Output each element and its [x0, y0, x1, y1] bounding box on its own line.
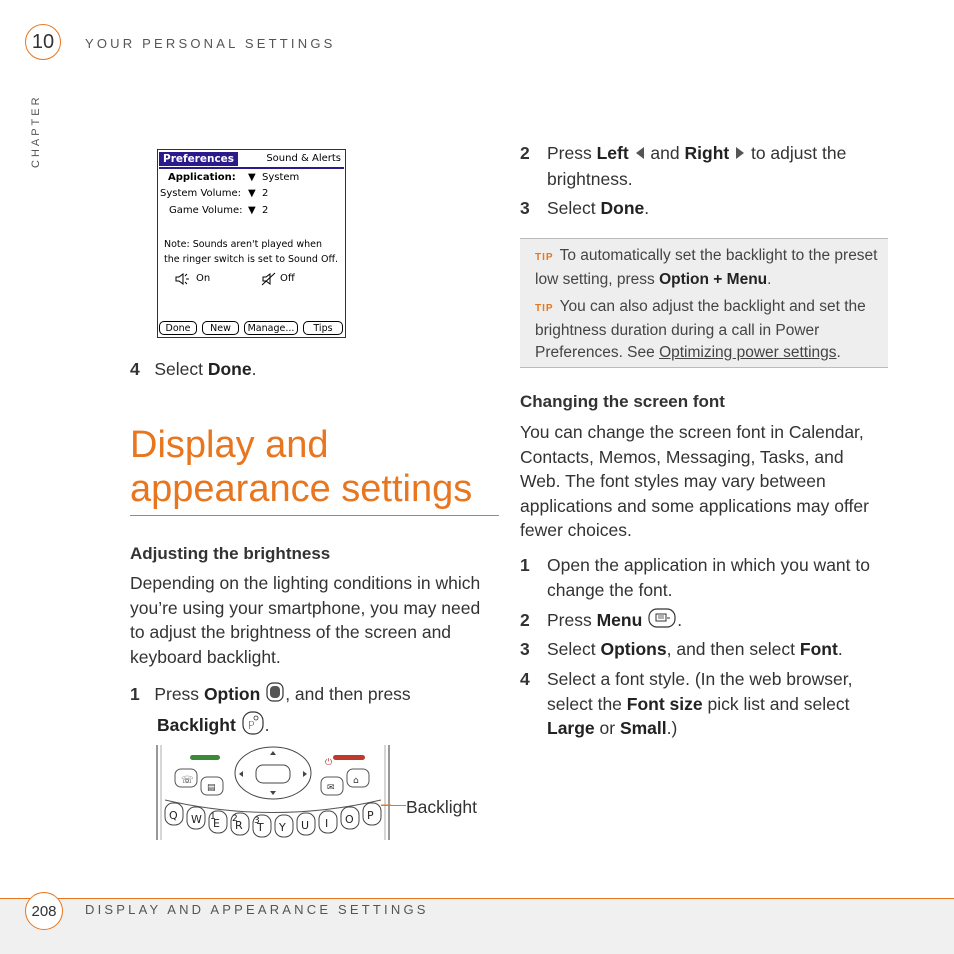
svg-text:3: 3: [254, 816, 260, 826]
svg-text:▤: ▤: [207, 783, 216, 793]
step-number: 2: [520, 609, 530, 630]
step-text: .: [837, 639, 843, 659]
step-text: Press: [547, 143, 597, 163]
svg-text:2: 2: [232, 814, 238, 824]
tip-text: .: [836, 344, 841, 361]
palm-title-rule: [159, 167, 344, 169]
step-2-left-right: [520, 141, 890, 191]
palm-manage-button[interactable]: Manage...: [244, 321, 298, 335]
svg-text:1: 1: [210, 812, 216, 822]
brightness-paragraph: Depending on the lighting conditions in which you’re using your smartphone, you may need to adjust the brightness of the screen and keyboard backlight.: [130, 573, 481, 667]
font-step-1: [520, 553, 890, 602]
subheading-brightness: Adjusting the brightness: [130, 544, 331, 563]
step-text: pick list and select: [702, 693, 850, 714]
step-text: Select: [547, 198, 601, 218]
svg-text:I: I: [325, 817, 329, 830]
step-number: 3: [520, 639, 530, 659]
tip-label: TIP: [535, 252, 554, 263]
step-number: 4: [520, 669, 530, 689]
svg-text:⏻: ⏻: [325, 758, 333, 768]
tip-label: TIP: [535, 303, 554, 314]
svg-text:T: T: [257, 821, 264, 834]
backlight-key-icon: [241, 710, 265, 743]
palm-system-volume-value: 2: [262, 188, 269, 199]
step-number: 2: [520, 143, 530, 163]
step-text: .: [264, 714, 270, 735]
step-text: .: [677, 609, 683, 630]
svg-text:E: E: [213, 817, 220, 830]
step-bold: Small: [619, 718, 667, 738]
step-text: Press: [547, 609, 597, 630]
svg-text:Y: Y: [279, 821, 286, 834]
tip-text: You can also adjust the backlight and set the brightness duration during a call in Power Preferences. See: [535, 298, 866, 361]
svg-text:W: W: [191, 813, 202, 826]
speaker-off-icon: [261, 272, 277, 289]
step-text: or: [594, 718, 620, 738]
preferences-screenshot: [157, 149, 346, 338]
tip-box: [520, 238, 888, 368]
step-number: 1: [130, 683, 140, 704]
svg-text:P: P: [367, 809, 374, 822]
step-text: Open the application in which you want to change the font.: [547, 555, 870, 600]
step-text: Select: [154, 359, 208, 379]
chapter-number: 10: [31, 30, 55, 53]
menu-key-icon: [647, 607, 677, 636]
running-head: YOUR PERSONAL SETTINGS: [85, 36, 336, 51]
footer-rule: [0, 898, 954, 899]
step-bold: Options: [600, 639, 667, 659]
palm-note-line2: the ringer switch is set to Sound Off.: [164, 254, 339, 265]
step-text: and: [645, 143, 685, 163]
tip-1: [535, 245, 880, 291]
font-paragraph: You can change the screen font in Calendar, Contacts, Memos, Messaging, Tasks, and Web. The font styles may vary between applications and some applications may offer fewer choices.: [520, 422, 869, 540]
running-foot: DISPLAY AND APPEARANCE SETTINGS: [85, 902, 429, 917]
palm-title: Preferences: [159, 152, 238, 166]
step-bold: Option: [203, 683, 261, 704]
page-number-badge: [25, 892, 63, 930]
step-bold: Backlight: [157, 714, 236, 735]
step-text: Select: [547, 639, 601, 659]
step-bold: Large: [547, 718, 595, 738]
step-number: 4: [130, 359, 140, 379]
step-text: .: [644, 198, 650, 218]
palm-game-volume-value: 2: [262, 205, 269, 216]
font-step-4: [520, 667, 890, 741]
step-text: .: [251, 359, 257, 379]
palm-game-volume-arrow-icon: ▼: [248, 205, 256, 216]
subheading-screen-font: Changing the screen font: [520, 392, 725, 411]
svg-text:Q: Q: [169, 809, 178, 822]
palm-system-volume-label: System Volume:: [160, 188, 242, 199]
heading-rule: [130, 515, 499, 516]
step-bold: Font size: [626, 693, 703, 714]
step-text: , and then press: [285, 683, 411, 704]
palm-category: Sound & Alerts: [266, 153, 341, 164]
section-heading: [130, 423, 500, 511]
palm-application-value: System: [262, 172, 300, 183]
chapter-number-badge: [25, 24, 61, 60]
step-text: Press: [154, 683, 204, 704]
left-arrow-icon: [634, 142, 646, 167]
step-text: , and then select: [666, 639, 800, 659]
svg-text:R: R: [235, 819, 243, 832]
palm-note-line1: Note: Sounds aren't played when: [164, 239, 322, 250]
svg-text:U: U: [301, 819, 310, 832]
step-bold: Font: [799, 639, 838, 659]
step-3-done: [520, 196, 649, 221]
step-1-option: [130, 681, 470, 742]
palm-on-label: On: [196, 273, 211, 284]
step-bold: Done: [600, 198, 645, 218]
step-number: 1: [520, 555, 530, 575]
palm-application-label: Application:: [168, 172, 236, 183]
svg-text:✉: ✉: [327, 783, 335, 793]
step-4-done: [130, 357, 256, 382]
heading-line2: appearance settings: [130, 468, 473, 510]
font-step-2: [520, 607, 682, 636]
step-bold: Menu: [596, 609, 643, 630]
tip-text: .: [767, 271, 772, 288]
tip-2: [535, 296, 880, 364]
tip-text: To automatically set the backlight to the preset low setting, press: [535, 247, 878, 288]
palm-tips-button[interactable]: Tips: [303, 321, 343, 335]
step-text: to adjust the brightness.: [547, 143, 847, 189]
svg-text:O: O: [345, 813, 354, 826]
svg-text:⌂: ⌂: [353, 776, 359, 786]
heading-line1: Display and: [130, 424, 329, 466]
step-text: .): [666, 718, 678, 738]
page-number: 208: [31, 902, 57, 920]
option-key-icon: [265, 681, 285, 710]
step-number: 3: [520, 198, 530, 218]
step-bold: Done: [207, 359, 252, 379]
palm-system-volume-arrow-icon: ▼: [248, 188, 256, 199]
backlight-callout: Backlight: [406, 797, 478, 817]
callout-line: [381, 805, 406, 806]
step-bold: Right: [684, 143, 730, 163]
right-arrow-icon: [734, 142, 746, 167]
keyboard-illustration: [155, 745, 391, 840]
step-text: Select a font style. (In the web browser, select the: [547, 669, 853, 714]
svg-text:☏: ☏: [181, 775, 194, 786]
palm-off-label: Off: [280, 273, 295, 284]
step-bold: Left: [596, 143, 629, 163]
chapter-vertical-label: CHAPTER: [30, 94, 42, 168]
speaker-on-icon: [174, 272, 190, 289]
palm-new-button[interactable]: New: [202, 321, 239, 335]
svg-text:P: P: [247, 718, 255, 732]
tip-bold: Option + Menu: [659, 271, 768, 288]
font-step-3: [520, 637, 843, 662]
palm-application-arrow-icon: ▼: [248, 172, 256, 183]
palm-done-button[interactable]: Done: [159, 321, 197, 335]
optimizing-power-link[interactable]: Optimizing power settings: [659, 344, 837, 361]
palm-game-volume-label: Game Volume:: [169, 205, 243, 216]
